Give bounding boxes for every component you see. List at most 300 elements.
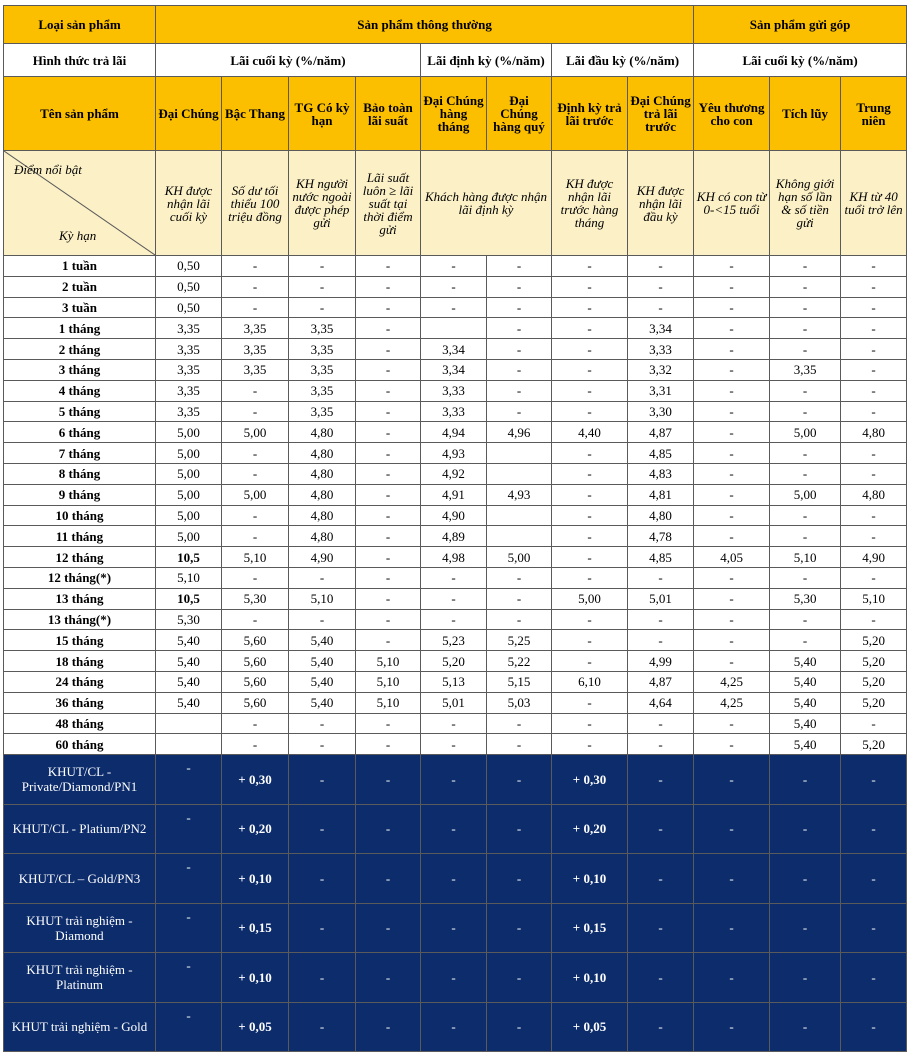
rate-cell: 5,40 xyxy=(289,671,356,692)
rate-cell: 5,10 xyxy=(770,547,841,568)
rate-cell: 4,80 xyxy=(289,463,356,484)
bonus-dash-cell: - xyxy=(841,854,907,904)
rate-cell: - xyxy=(841,339,907,360)
rate-cell: - xyxy=(356,547,421,568)
rate-cell: - xyxy=(694,505,770,526)
rate-cell: - xyxy=(356,609,421,630)
rate-cell: 5,00 xyxy=(156,505,222,526)
rate-cell: 3,35 xyxy=(222,318,289,339)
rate-cell: 5,00 xyxy=(222,484,289,505)
bonus-dash-cell: - xyxy=(289,804,356,854)
bonus-dash-cell: - xyxy=(421,953,487,1003)
rate-row xyxy=(4,588,907,609)
interest-rate-table xyxy=(3,5,907,1052)
rate-cell: 5,30 xyxy=(770,588,841,609)
rate-cell: 5,30 xyxy=(156,609,222,630)
rate-cell: - xyxy=(222,463,289,484)
rate-cell: 3,33 xyxy=(421,401,487,422)
rate-cell: 5,10 xyxy=(156,567,222,588)
rate-cell: - xyxy=(222,256,289,277)
rate-cell: - xyxy=(841,380,907,401)
bonus-customer-label: KHUT/CL - Platium/PN2 xyxy=(4,804,156,854)
rate-cell: - xyxy=(694,630,770,651)
rate-cell: - xyxy=(552,359,628,380)
rate-row xyxy=(4,339,907,360)
rate-cell: 4,90 xyxy=(289,547,356,568)
bonus-dash-cell: - xyxy=(487,755,552,805)
bonus-dash-cell: - xyxy=(156,903,222,953)
rate-cell: - xyxy=(770,297,841,318)
rate-cell: - xyxy=(552,692,628,713)
rate-cell: - xyxy=(487,256,552,277)
rate-cell: - xyxy=(289,297,356,318)
term-cell: 9 tháng xyxy=(4,484,156,505)
term-cell: 2 tháng xyxy=(4,339,156,360)
rate-cell: 3,35 xyxy=(770,359,841,380)
rate-cell: - xyxy=(628,276,694,297)
bonus-rate-cell: + 0,10 xyxy=(222,854,289,904)
bonus-dash-cell: - xyxy=(156,755,222,805)
rate-cell: 5,30 xyxy=(222,588,289,609)
rate-cell: - xyxy=(694,318,770,339)
rate-cell: - xyxy=(356,505,421,526)
rate-cell: 4,89 xyxy=(421,526,487,547)
rate-cell: 5,20 xyxy=(841,671,907,692)
rate-cell: - xyxy=(289,276,356,297)
rate-cell: 4,80 xyxy=(289,443,356,464)
rate-row xyxy=(4,630,907,651)
bonus-dash-cell: - xyxy=(156,804,222,854)
rate-cell: - xyxy=(694,713,770,734)
rate-cell: 5,40 xyxy=(289,630,356,651)
highlight-cell: KH được nhận lãi trước hàng tháng xyxy=(552,151,628,256)
rate-cell: - xyxy=(694,297,770,318)
rate-cell xyxy=(421,318,487,339)
rate-cell: - xyxy=(694,401,770,422)
term-cell: 11 tháng xyxy=(4,526,156,547)
savings-end-of-term-header: Lãi cuối kỳ (%/năm) xyxy=(694,44,907,77)
bonus-dash-cell: - xyxy=(770,804,841,854)
rate-cell: - xyxy=(552,276,628,297)
bonus-dash-cell: - xyxy=(289,755,356,805)
rate-cell: - xyxy=(552,609,628,630)
bonus-rate-cell: + 0,30 xyxy=(222,755,289,805)
bonus-rate-cell: + 0,15 xyxy=(552,903,628,953)
rate-cell: 5,10 xyxy=(222,547,289,568)
rate-cell: - xyxy=(770,318,841,339)
rate-cell: 3,35 xyxy=(222,339,289,360)
rate-row xyxy=(4,609,907,630)
highlight-cell: Số dư tối thiểu 100 triệu đồng xyxy=(222,151,289,256)
rate-cell: - xyxy=(487,297,552,318)
rate-cell: 4,40 xyxy=(552,422,628,443)
bonus-dash-cell: - xyxy=(841,1002,907,1052)
product-name-cell: Bảo toàn lãi suất xyxy=(356,77,421,151)
rate-cell: - xyxy=(487,609,552,630)
periodic-header: Lãi định kỳ (%/năm) xyxy=(421,44,552,77)
rate-cell: 4,80 xyxy=(289,484,356,505)
rate-cell xyxy=(487,443,552,464)
rate-cell: - xyxy=(552,297,628,318)
rate-cell: - xyxy=(628,609,694,630)
bonus-dash-cell: - xyxy=(421,903,487,953)
rate-cell: 4,85 xyxy=(628,443,694,464)
rate-cell: - xyxy=(356,463,421,484)
rate-cell: 5,60 xyxy=(222,630,289,651)
product-name-cell: Đại Chúng xyxy=(156,77,222,151)
rate-cell xyxy=(156,713,222,734)
rate-cell: - xyxy=(694,609,770,630)
rate-cell: - xyxy=(841,505,907,526)
rate-cell: 4,90 xyxy=(841,547,907,568)
bonus-dash-cell: - xyxy=(628,1002,694,1052)
product-name-cell: Tích lũy xyxy=(770,77,841,151)
rate-cell: 5,40 xyxy=(289,692,356,713)
rate-cell: - xyxy=(841,443,907,464)
term-cell: 1 tháng xyxy=(4,318,156,339)
rate-cell: - xyxy=(289,609,356,630)
highlight-cell: Lãi suất luôn ≥ lãi suất tại thời điểm gửi xyxy=(356,151,421,256)
rate-cell: - xyxy=(222,443,289,464)
rate-cell: - xyxy=(421,734,487,755)
bonus-row xyxy=(4,854,907,904)
rate-cell: - xyxy=(552,505,628,526)
product-type-label: Loại sản phẩm xyxy=(4,6,156,44)
rate-row xyxy=(4,671,907,692)
rate-cell: - xyxy=(841,609,907,630)
rate-cell: 4,87 xyxy=(628,671,694,692)
rate-cell: - xyxy=(694,380,770,401)
regular-group-header: Sản phẩm thông thường xyxy=(156,6,694,44)
highlight-cell: KH từ 40 tuổi trở lên xyxy=(841,151,907,256)
rate-cell: - xyxy=(421,256,487,277)
rate-row xyxy=(4,692,907,713)
bonus-customer-label: KHUT trải nghiệm - Platinum xyxy=(4,953,156,1003)
rate-cell: 5,40 xyxy=(770,692,841,713)
rate-cell: - xyxy=(552,630,628,651)
rate-cell: - xyxy=(552,401,628,422)
rate-cell: 4,80 xyxy=(289,505,356,526)
rate-row xyxy=(4,505,907,526)
bonus-dash-cell: - xyxy=(770,755,841,805)
bonus-dash-cell: - xyxy=(770,903,841,953)
rate-cell: - xyxy=(770,567,841,588)
product-name-cell: TG Có kỳ hạn xyxy=(289,77,356,151)
highlight-cell: KH có con từ 0-<15 tuổi xyxy=(694,151,770,256)
rate-cell: 5,00 xyxy=(222,422,289,443)
rate-cell: 5,20 xyxy=(841,651,907,672)
bonus-dash-cell: - xyxy=(694,903,770,953)
rate-cell: 5,40 xyxy=(289,651,356,672)
highlight-cell: KH được nhận lãi đầu kỳ xyxy=(628,151,694,256)
bonus-dash-cell: - xyxy=(356,755,421,805)
rate-cell: - xyxy=(770,505,841,526)
bonus-dash-cell: - xyxy=(628,953,694,1003)
rate-cell: - xyxy=(222,567,289,588)
rate-cell: 4,05 xyxy=(694,547,770,568)
rate-cell: - xyxy=(770,276,841,297)
rate-cell: - xyxy=(222,380,289,401)
bonus-dash-cell: - xyxy=(487,953,552,1003)
highlight-cell: Khách hàng được nhận lãi định kỳ xyxy=(421,151,552,256)
rate-cell: 4,80 xyxy=(628,505,694,526)
rate-row xyxy=(4,443,907,464)
rate-cell: - xyxy=(694,463,770,484)
rate-cell: - xyxy=(694,276,770,297)
rate-cell: 4,80 xyxy=(841,422,907,443)
rate-cell: - xyxy=(222,276,289,297)
rate-cell: - xyxy=(770,339,841,360)
rate-cell: 10,5 xyxy=(156,588,222,609)
bonus-row xyxy=(4,953,907,1003)
bonus-dash-cell: - xyxy=(694,854,770,904)
rate-row xyxy=(4,359,907,380)
rate-cell: - xyxy=(289,734,356,755)
rate-cell: - xyxy=(694,734,770,755)
bonus-dash-cell: - xyxy=(156,1002,222,1052)
rate-row xyxy=(4,547,907,568)
rate-row xyxy=(4,526,907,547)
rate-row xyxy=(4,256,907,277)
rate-cell: - xyxy=(552,484,628,505)
bonus-dash-cell: - xyxy=(289,953,356,1003)
rate-cell: - xyxy=(356,484,421,505)
product-name-cell: Đại Chúng hàng quý xyxy=(487,77,552,151)
rate-cell: - xyxy=(770,463,841,484)
rate-cell: - xyxy=(356,401,421,422)
rate-cell: - xyxy=(552,463,628,484)
bonus-dash-cell: - xyxy=(421,854,487,904)
bonus-dash-cell: - xyxy=(694,755,770,805)
rate-cell: 3,35 xyxy=(289,380,356,401)
rate-cell: - xyxy=(421,588,487,609)
bonus-rate-cell: + 0,10 xyxy=(222,953,289,1003)
rate-cell: 4,25 xyxy=(694,692,770,713)
rate-cell: - xyxy=(841,463,907,484)
rate-cell: 4,98 xyxy=(421,547,487,568)
rate-cell xyxy=(487,463,552,484)
rate-cell: 3,35 xyxy=(289,359,356,380)
bonus-dash-cell: - xyxy=(694,1002,770,1052)
rate-cell: - xyxy=(421,276,487,297)
bonus-customer-label: KHUT trải nghiệm - Gold xyxy=(4,1002,156,1052)
rate-cell: - xyxy=(552,734,628,755)
rate-cell: - xyxy=(487,359,552,380)
bonus-dash-cell: - xyxy=(841,755,907,805)
rate-cell: - xyxy=(356,297,421,318)
rate-row xyxy=(4,422,907,443)
rate-cell: 3,35 xyxy=(222,359,289,380)
upfront-header: Lãi đầu kỳ (%/năm) xyxy=(552,44,694,77)
bonus-row xyxy=(4,1002,907,1052)
rate-cell: 5,00 xyxy=(156,484,222,505)
rate-cell: 5,00 xyxy=(552,588,628,609)
rate-cell: 5,23 xyxy=(421,630,487,651)
rate-cell: 5,00 xyxy=(156,422,222,443)
rate-cell: - xyxy=(628,256,694,277)
rate-cell: - xyxy=(552,443,628,464)
rate-cell: - xyxy=(222,401,289,422)
rate-cell: - xyxy=(770,256,841,277)
rate-cell: 4,94 xyxy=(421,422,487,443)
rate-cell: - xyxy=(552,256,628,277)
bonus-dash-cell: - xyxy=(156,953,222,1003)
rate-cell: - xyxy=(841,401,907,422)
bonus-dash-cell: - xyxy=(628,804,694,854)
rate-row xyxy=(4,734,907,755)
rate-cell: - xyxy=(628,734,694,755)
rate-cell: 5,22 xyxy=(487,651,552,672)
rate-cell: 0,50 xyxy=(156,297,222,318)
bonus-rate-cell: + 0,10 xyxy=(552,854,628,904)
rate-cell: - xyxy=(552,318,628,339)
rate-cell: - xyxy=(222,505,289,526)
term-cell: 18 tháng xyxy=(4,651,156,672)
rate-cell: 5,20 xyxy=(841,630,907,651)
rate-cell: - xyxy=(222,297,289,318)
bonus-dash-cell: - xyxy=(841,953,907,1003)
term-cell: 60 tháng xyxy=(4,734,156,755)
rate-cell: - xyxy=(841,276,907,297)
bonus-dash-cell: - xyxy=(487,903,552,953)
rate-cell: 3,35 xyxy=(156,401,222,422)
rate-cell: - xyxy=(770,630,841,651)
rate-cell: 5,60 xyxy=(222,671,289,692)
term-cell: 13 tháng(*) xyxy=(4,609,156,630)
rate-cell: - xyxy=(487,588,552,609)
rate-cell: - xyxy=(841,318,907,339)
rate-cell: 5,60 xyxy=(222,651,289,672)
term-cell: 13 tháng xyxy=(4,588,156,609)
rate-cell: 4,92 xyxy=(421,463,487,484)
rate-cell: - xyxy=(356,443,421,464)
rate-cell: 5,10 xyxy=(841,588,907,609)
rate-cell: 3,35 xyxy=(289,318,356,339)
term-cell: 12 tháng xyxy=(4,547,156,568)
rate-cell: 5,03 xyxy=(487,692,552,713)
rate-cell: - xyxy=(552,651,628,672)
rate-cell: - xyxy=(770,609,841,630)
rate-cell: 3,34 xyxy=(421,339,487,360)
rate-row xyxy=(4,380,907,401)
term-label: Kỳ hạn xyxy=(59,228,97,243)
rate-cell: - xyxy=(694,359,770,380)
rate-cell: - xyxy=(770,443,841,464)
rate-cell: 4,85 xyxy=(628,547,694,568)
rate-cell: - xyxy=(841,526,907,547)
bonus-rate-cell: + 0,05 xyxy=(552,1002,628,1052)
product-name-cell: Trung niên xyxy=(841,77,907,151)
rate-cell: 3,35 xyxy=(156,380,222,401)
rate-cell: 3,35 xyxy=(156,339,222,360)
rate-cell: - xyxy=(552,713,628,734)
rate-cell: 3,32 xyxy=(628,359,694,380)
bonus-rate-cell: + 0,05 xyxy=(222,1002,289,1052)
rate-cell: 4,99 xyxy=(628,651,694,672)
bonus-dash-cell: - xyxy=(841,903,907,953)
rate-cell: - xyxy=(552,567,628,588)
bonus-rate-cell: + 0,30 xyxy=(552,755,628,805)
rate-cell: 4,78 xyxy=(628,526,694,547)
rate-cell: - xyxy=(487,567,552,588)
rate-cell xyxy=(487,526,552,547)
bonus-dash-cell: - xyxy=(770,854,841,904)
rate-cell xyxy=(156,734,222,755)
rate-cell: - xyxy=(694,567,770,588)
rate-cell: - xyxy=(222,609,289,630)
rate-cell: - xyxy=(552,547,628,568)
rate-cell: 4,91 xyxy=(421,484,487,505)
term-cell: 2 tuần xyxy=(4,276,156,297)
rate-cell: 5,00 xyxy=(487,547,552,568)
rate-cell: 4,87 xyxy=(628,422,694,443)
term-cell: 3 tháng xyxy=(4,359,156,380)
rate-cell: 5,15 xyxy=(487,671,552,692)
term-cell: 12 tháng(*) xyxy=(4,567,156,588)
bonus-dash-cell: - xyxy=(356,953,421,1003)
rate-row xyxy=(4,651,907,672)
rate-cell: 3,35 xyxy=(156,359,222,380)
rate-cell: 5,60 xyxy=(222,692,289,713)
bonus-dash-cell: - xyxy=(356,903,421,953)
rate-cell: 3,30 xyxy=(628,401,694,422)
rate-cell: - xyxy=(770,401,841,422)
rate-cell: - xyxy=(487,380,552,401)
rate-cell: 0,50 xyxy=(156,276,222,297)
rate-cell: 5,40 xyxy=(770,734,841,755)
rate-cell: 3,31 xyxy=(628,380,694,401)
bonus-dash-cell: - xyxy=(487,1002,552,1052)
term-cell: 7 tháng xyxy=(4,443,156,464)
rate-cell: 3,34 xyxy=(421,359,487,380)
rate-cell: - xyxy=(421,297,487,318)
rate-row xyxy=(4,567,907,588)
rate-row xyxy=(4,318,907,339)
end-of-term-header: Lãi cuối kỳ (%/năm) xyxy=(156,44,421,77)
rate-cell: - xyxy=(770,380,841,401)
rate-cell: - xyxy=(356,318,421,339)
rate-cell: - xyxy=(841,713,907,734)
highlight-cell: KH được nhận lãi cuối kỳ xyxy=(156,151,222,256)
rate-cell: 5,40 xyxy=(770,671,841,692)
product-name-label: Tên sản phẩm xyxy=(4,77,156,151)
rate-cell: - xyxy=(421,713,487,734)
rate-cell: 5,40 xyxy=(156,671,222,692)
rate-cell: - xyxy=(694,651,770,672)
rate-cell: - xyxy=(694,443,770,464)
rate-cell: - xyxy=(487,401,552,422)
bonus-dash-cell: - xyxy=(421,804,487,854)
bonus-row xyxy=(4,903,907,953)
bonus-dash-cell: - xyxy=(289,1002,356,1052)
rate-cell: 10,5 xyxy=(156,547,222,568)
rate-cell: - xyxy=(289,713,356,734)
bonus-dash-cell: - xyxy=(289,903,356,953)
highlight-term-corner xyxy=(4,151,156,256)
rate-cell: 3,35 xyxy=(289,339,356,360)
rate-cell: 4,96 xyxy=(487,422,552,443)
term-cell: 48 tháng xyxy=(4,713,156,734)
rate-cell: 0,50 xyxy=(156,256,222,277)
highlight-cell: Không giới hạn số lần & số tiền gửi xyxy=(770,151,841,256)
rate-cell: 4,93 xyxy=(421,443,487,464)
rate-cell: - xyxy=(487,318,552,339)
rate-cell: - xyxy=(487,339,552,360)
rate-cell: - xyxy=(356,339,421,360)
bonus-customer-label: KHUT trải nghiệm - Diamond xyxy=(4,903,156,953)
rate-cell: - xyxy=(487,734,552,755)
rate-cell: 3,34 xyxy=(628,318,694,339)
